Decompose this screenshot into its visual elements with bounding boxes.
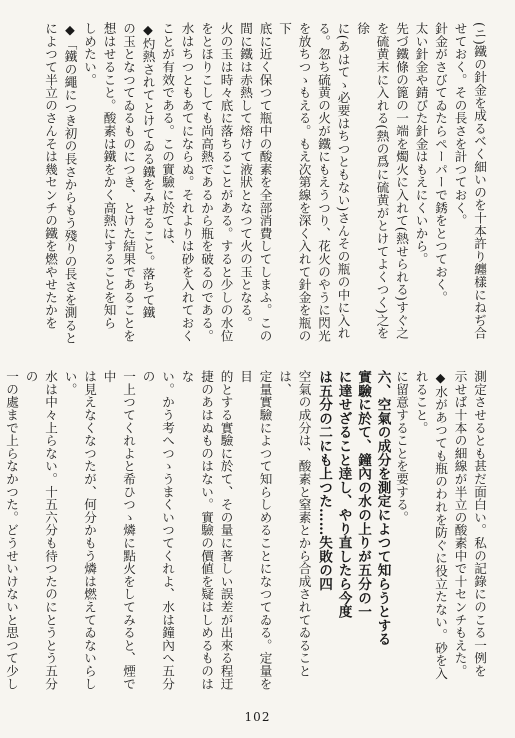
upper-text-block [19,22,489,352]
text-line: 先づ鐵條の篦の一端を燭火に入れて(熱せられる)すぐ之 [394,22,409,340]
text-line: 太い針金や錆びた針金はもえにくいから。 [413,22,429,266]
text-line: 火の玉は時々底に落ちることがある。すると少しの水位 [218,22,234,342]
text-line: 的とする實驗に於て、その量に著しい誤差が出來る程迂 [218,370,234,690]
text-line: 捷のあはぬものはない。實驗の價値を疑はしめるものはな [179,370,214,690]
text-line: しめたい。 [82,22,97,86]
section-heading-line: は五分の二にも上つた……失敗の四 [316,370,332,591]
text-line: 一上つてくれよと希ひつゝ燐に點火をしてみると、煙で中 [101,370,136,690]
text-line: (ニ)鐵の針金を成るべく細いのを十本許り纏樣にねぢ合 [472,22,487,340]
text-line: 間に鐵は赤熱して熔けて液狀となつて火の玉となる。 [238,22,253,330]
text-line: ◆「鐵の繩につき初の長さからもう殘りの長さを測ると [62,22,78,345]
text-line: せておく。その長さを計つておく。 [452,22,468,227]
text-line: 底に近く保つて瓶中の酸素を全部消費してしまふ。この [257,22,273,342]
text-line: の玉となつてゐるものにつき、とけた結果であることを [121,22,136,342]
text-line: 定量實驗によつて知らしめることになつてゐる。定量を目 [238,370,273,690]
text-line: ◆灼熱されてとけてゐる鐵をみせること。落ちて鐵 [140,22,156,319]
lower-text-block [4,370,489,700]
section-heading-line: 實驗に於て、鐘內の水の上りが五分の一 [355,370,371,619]
section-heading-line: に達せざること逹し、やり直したら今度 [335,370,352,619]
text-line: に留意することを要する。 [394,370,409,524]
text-line: 針金がさびてゐたらペーパーで銹をとつておく。 [433,22,448,304]
text-line: る。忽ち硫黄の火が鐵にもえうつり、花火のやうに閃光 [316,22,331,342]
text-line: は見えなくなつたが、何分かもう燐は燃えてゐないらしい。 [62,370,97,690]
text-line: 水はちつともあてにならぬ。それよりは砂を入れておく [179,22,195,342]
text-line: を硫黄末に入れる(熱の爲に硫黄がとけてよくつく)之を徐 [355,22,390,340]
text-line: 想はせること。酸素は鐵をかく高熱にすることを知ら [101,22,117,330]
text-line: をとほりこしても尚高熱であるから瓶を破るのである。 [199,22,214,342]
page-number: 102 [244,710,271,724]
text-line: い。かう考へつゝうまくいつてくれよ、水は鐘內へ五分の [140,370,175,690]
text-line: ◆水があつても瓶のわれを防ぐに役立たない。砂を入 [433,370,448,680]
text-line: 一の處まで上らなかつた。どうせいけないと思つて少し [4,370,19,690]
text-line: 空氣の成分は、酸素と窒素とから合成されてゐることは、 [277,370,312,678]
section-heading-line: 六、空氣の成分を測定によつて知らうとする [374,370,391,646]
text-line: 水は中々上らない。十五六分も待つたのにとうとう五分の [23,370,58,690]
text-line: を放ちつゝもえる。もえ次第線を深く入れて針金を瓶の下 [277,22,312,342]
text-line: れること。 [413,370,429,434]
text-line: ことが有效である。この實驗に於ては、 [160,22,175,253]
text-line: 測定させるとも甚だ面白い。私の記錄にのこる一例を [472,370,487,678]
text-line: に(あはてゝ必要はちつともない)さんその瓶の中に入れ [335,22,351,340]
text-line: によつて半立のさんそは幾センチの鐵を燃やせたかを [43,22,58,330]
text-line: 示せば十本の細線が半立の酸素中で十センチもえた。 [452,370,468,678]
